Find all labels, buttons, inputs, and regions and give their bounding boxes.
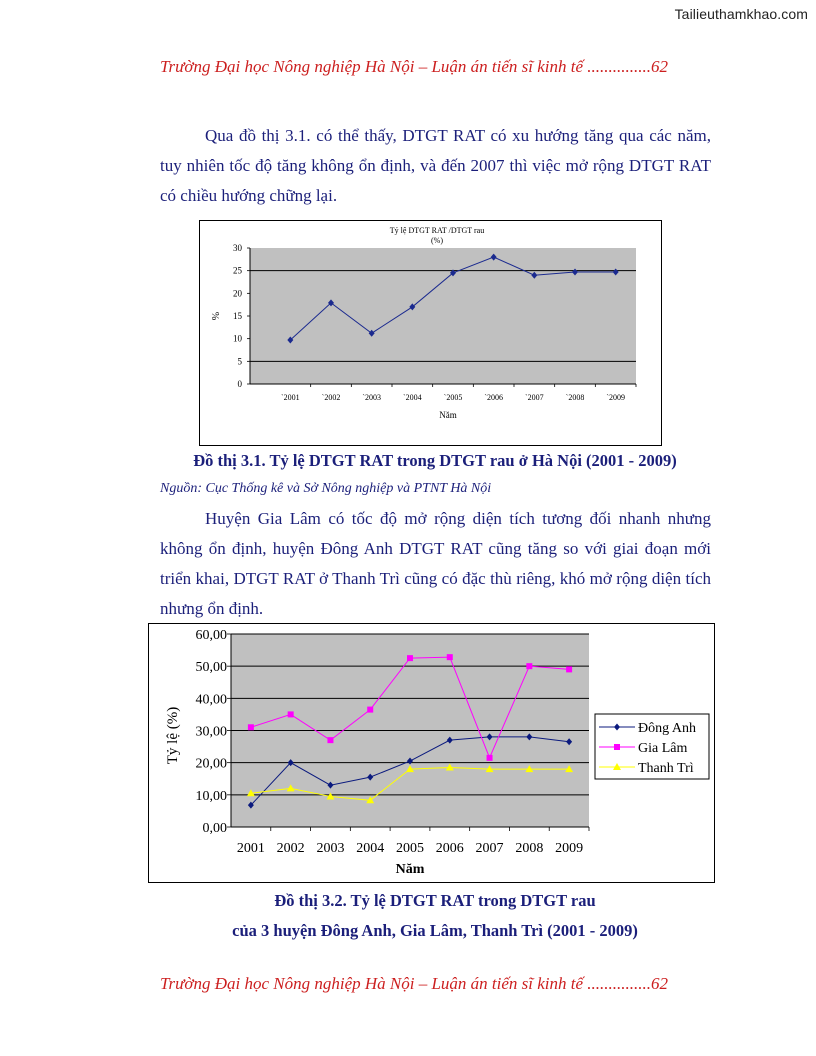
chart-1-svg: [200, 221, 661, 445]
chart-1-ytick-label: 10: [233, 333, 242, 344]
chart-2-xlabel: Năm: [395, 862, 425, 877]
chart-2-point: [407, 655, 413, 661]
chart-2-ytick-label: 40,00: [195, 692, 227, 708]
chart-2-caption-line-2: của 3 huyện Đông Anh, Gia Lâm, Thanh Trì (2001 - 2009): [232, 921, 638, 940]
paragraph-1-text: Qua đồ thị 3.1. có thể thấy, DTGT RAT có xu hướng tăng qua các năm, tuy nhiên tốc độ tăng không ổn định, và đến 2007 thì việc mở rộng DTGT RAT có chiều hướng chững lại.: [160, 126, 711, 205]
chart-2-legend-label: Thanh Trì: [638, 761, 694, 776]
chart-2-point: [447, 654, 453, 660]
chart-2-point: [248, 724, 254, 730]
chart-2: [148, 623, 715, 883]
chart-2-xtick-label: 2009: [555, 841, 584, 856]
chart-1-ytick-label: 5: [237, 356, 242, 367]
chart-2-legend-marker: [614, 744, 620, 750]
chart-1-plot-area: [250, 248, 636, 384]
chart-1-xtick-label: `2004: [402, 393, 422, 402]
chart-1-xtick-label: `2002: [321, 393, 341, 402]
chart-2-caption-line-1: Đồ thị 3.2. Tỷ lệ DTGT RAT trong DTGT rau: [274, 891, 596, 910]
chart-1-xtick-label: `2006: [484, 393, 504, 402]
chart-2-xtick-label: 2005: [396, 841, 424, 856]
chart-2-legend-label: Gia Lâm: [638, 741, 688, 756]
chart-2-xtick-label: 2004: [356, 841, 385, 856]
chart-1-ytick-label: 20: [233, 288, 242, 299]
chart-2-xtick-label: 2006: [435, 841, 464, 856]
chart-1-xlabel: Năm: [439, 410, 457, 420]
chart-2-ylabel: Tỷ lệ (%): [165, 706, 181, 765]
chart-1-ylabel: %: [209, 311, 220, 321]
chart-2-legend-label: Đông Anh: [638, 721, 696, 736]
chart-1-caption: Đồ thị 3.1. Tỷ lệ DTGT RAT trong DTGT rau ở Hà Nội (2001 - 2009): [193, 451, 677, 470]
source-note: Nguồn: Cục Thống kê và Sở Nông nghiệp và PTNT Hà Nội: [160, 481, 492, 496]
watermark: Tailieuthamkhao.com: [674, 6, 808, 22]
chart-2-ytick-label: 20,00: [195, 756, 227, 772]
chart-2-xtick-label: 2007: [475, 841, 504, 856]
page-footer: Trường Đại học Nông nghiệp Hà Nội – Luận án tiến sĩ kinh tế ...............62: [160, 974, 669, 993]
chart-2-point: [367, 707, 373, 713]
chart-1-ytick-label: 15: [233, 311, 242, 321]
chart-1: [199, 220, 662, 446]
chart-2-point: [566, 666, 572, 672]
chart-2-point: [288, 711, 294, 717]
chart-1-title: Tỷ lệ DTGT RAT /DTGT rau: [389, 226, 485, 235]
chart-2-point: [327, 737, 333, 743]
chart-2-ytick-label: 10,00: [195, 788, 227, 804]
chart-1-ytick-label: 0: [237, 379, 242, 389]
chart-2-xtick-label: 2002: [276, 841, 305, 856]
chart-1-ytick-label: 30: [233, 243, 242, 253]
chart-1-xtick-label: `2007: [524, 393, 544, 402]
chart-1-ytick-label: 25: [233, 265, 242, 276]
chart-1-xtick-label: `2005: [443, 393, 463, 402]
chart-2-ytick-label: 30,00: [195, 724, 227, 740]
chart-1-xtick-label: `2009: [606, 393, 626, 402]
chart-2-ytick-label: 60,00: [195, 628, 227, 643]
chart-1-subtitle: (%): [431, 236, 443, 245]
chart-2-xtick-label: 2008: [515, 841, 544, 856]
chart-1-xtick-label: `2003: [362, 393, 382, 402]
paragraph-1: [160, 121, 711, 211]
chart-2-xtick-label: 2003: [316, 841, 345, 856]
chart-2-svg: [149, 624, 714, 882]
page-header: Trường Đại học Nông nghiệp Hà Nội – Luận án tiến sĩ kinh tế ...............62: [160, 57, 669, 76]
chart-2-ytick-label: 0,00: [202, 821, 227, 836]
chart-1-xtick-label: `2008: [565, 393, 585, 402]
paragraph-2: [160, 504, 711, 624]
chart-2-point: [526, 663, 532, 669]
chart-2-point: [487, 755, 493, 761]
chart-2-ytick-label: 50,00: [195, 660, 227, 676]
chart-2-xtick-label: 2001: [236, 841, 265, 856]
paragraph-2-text: Huyện Gia Lâm có tốc độ mở rộng diện tích tương đối nhanh nhưng không ổn định, huyện Đông Anh DTGT RAT cũng tăng so với giai đoạn mới triển khai, DTGT RAT ở Thanh Trì cũng có đặc thù riêng, khó mở rộng diện tích nhưng ổn định.: [160, 509, 711, 618]
chart-1-xtick-label: `2001: [280, 393, 300, 402]
